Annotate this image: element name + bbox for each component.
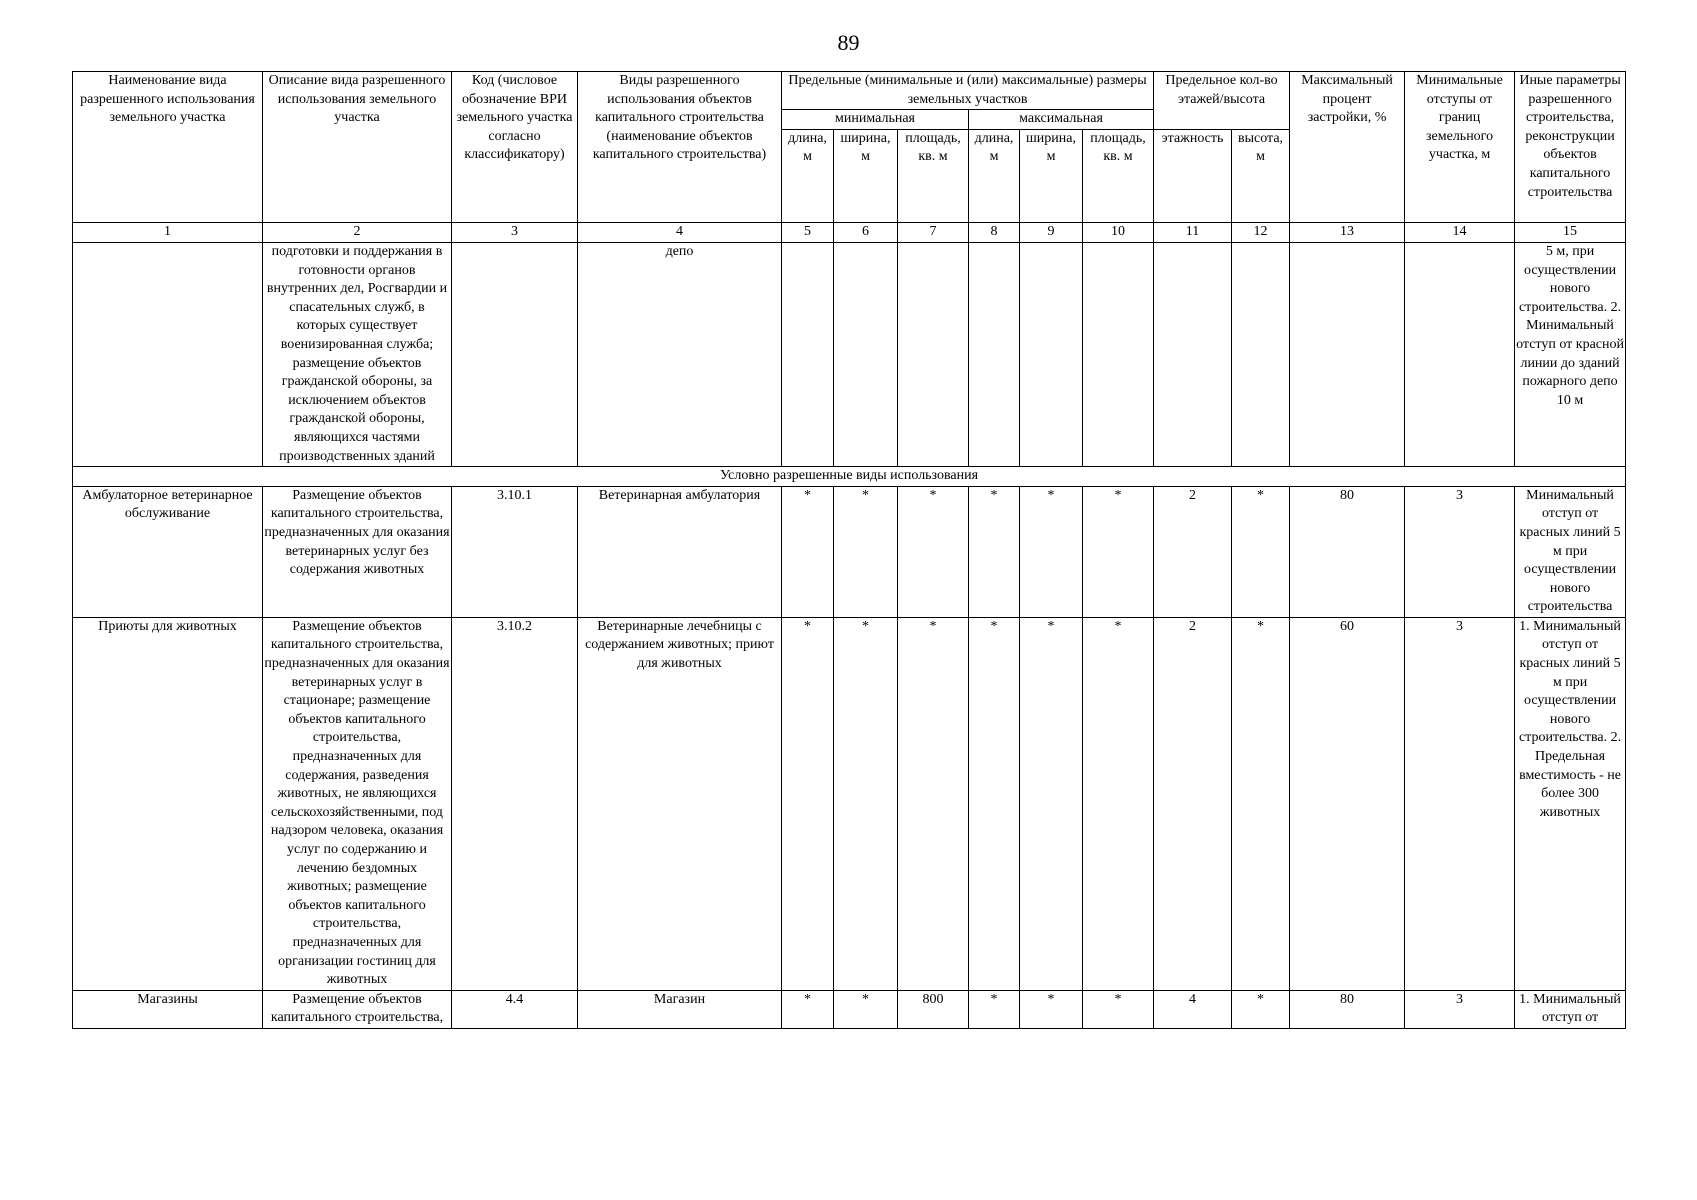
column-number: 12	[1232, 223, 1290, 243]
row-description: Размещение объектов капитального строительства, предназначенных для оказания ветеринарных услуг в стационаре; размещение объектов капитального строительства, предназначенных для содержания, разведения животных, не являющихся сельскохозяйственными, под надзором человека, оказания услуг по содержанию и лечению бездомных животных; размещение объектов капитального строительства, предназначенных для организации гостиниц для животных	[263, 617, 452, 990]
row-code: 3.10.1	[452, 486, 578, 617]
column-number: 4	[578, 223, 782, 243]
row-coverage	[1290, 243, 1405, 467]
row-min-area: 800	[898, 990, 969, 1028]
row-max-length: *	[969, 990, 1020, 1028]
row-min-area	[898, 243, 969, 467]
row-code: 4.4	[452, 990, 578, 1028]
row-height: *	[1232, 990, 1290, 1028]
column-number: 6	[834, 223, 898, 243]
row-min-width: *	[834, 617, 898, 990]
row-setback	[1405, 243, 1515, 467]
row-min-width	[834, 243, 898, 467]
column-number: 7	[898, 223, 969, 243]
column-number: 13	[1290, 223, 1405, 243]
column-number: 11	[1154, 223, 1232, 243]
row-other-params: 1. Минимальный отступ от красных линий 5 м при осуществлении нового строительства. 2. Предельная вместимость - не более 300 животных	[1515, 617, 1626, 990]
row-max-width: *	[1020, 990, 1083, 1028]
row-max-length: *	[969, 486, 1020, 617]
row-description: подготовки и поддержания в готовности органов внутренних дел, Росгвардии и спасательных служб, в которых существует военизированная служба; размещение объектов гражданской обороны, за исключением объектов гражданской обороны, являющихся частями производственных зданий	[263, 243, 452, 467]
header-sizes-group: Предельные (минимальные и (или) максимальные) размеры земельных участков	[782, 72, 1154, 110]
column-number-row	[73, 223, 1626, 243]
table-row	[73, 243, 1626, 467]
land-use-table	[72, 71, 1626, 1029]
row-other-params: Минимальный отступ от красных линий 5 м при осуществлении нового строительства	[1515, 486, 1626, 617]
row-height: *	[1232, 486, 1290, 617]
row-object-type: Магазин	[578, 990, 782, 1028]
row-max-length: *	[969, 617, 1020, 990]
row-max-area: *	[1083, 617, 1154, 990]
header-max-width: ширина, м	[1020, 129, 1083, 222]
header-floors: этажность	[1154, 129, 1232, 222]
row-other-params: 1. Минимальный отступ от	[1515, 990, 1626, 1028]
row-floors: 2	[1154, 617, 1232, 990]
row-max-width	[1020, 243, 1083, 467]
row-max-area	[1083, 243, 1154, 467]
header-min-group: минимальная	[782, 110, 969, 130]
row-height: *	[1232, 617, 1290, 990]
row-description: Размещение объектов капитального строительства,	[263, 990, 452, 1028]
row-name: Магазины	[73, 990, 263, 1028]
row-floors: 4	[1154, 990, 1232, 1028]
row-min-area: *	[898, 617, 969, 990]
row-min-length: *	[782, 990, 834, 1028]
column-number: 3	[452, 223, 578, 243]
column-number: 2	[263, 223, 452, 243]
row-name: Приюты для животных	[73, 617, 263, 990]
row-coverage: 80	[1290, 486, 1405, 617]
row-name	[73, 243, 263, 467]
row-min-width: *	[834, 486, 898, 617]
row-min-length	[782, 243, 834, 467]
row-max-area: *	[1083, 990, 1154, 1028]
row-setback: 3	[1405, 990, 1515, 1028]
column-number: 15	[1515, 223, 1626, 243]
column-number: 14	[1405, 223, 1515, 243]
section-title: Условно разрешенные виды использования	[73, 467, 1626, 487]
header-min-length: длина, м	[782, 129, 834, 222]
row-min-length: *	[782, 617, 834, 990]
column-number: 9	[1020, 223, 1083, 243]
header-row-1	[73, 72, 1626, 110]
header-height: высота, м	[1232, 129, 1290, 222]
row-max-width: *	[1020, 617, 1083, 990]
column-number: 8	[969, 223, 1020, 243]
column-number: 10	[1083, 223, 1154, 243]
row-setback: 3	[1405, 617, 1515, 990]
header-max-length: длина, м	[969, 129, 1020, 222]
row-max-area: *	[1083, 486, 1154, 617]
header-col4: Виды разрешенного использования объектов капитального строительства (наименование объектов капитального строительства)	[578, 72, 782, 223]
table-row	[73, 617, 1626, 990]
table-row	[73, 990, 1626, 1028]
row-name: Амбулаторное ветеринарное обслуживание	[73, 486, 263, 617]
header-floors-group: Предельное кол-во этажей/высота	[1154, 72, 1290, 130]
row-min-length: *	[782, 486, 834, 617]
header-col15: Иные параметры разрешенного строительства, реконструкции объектов капитального строительства	[1515, 72, 1626, 223]
header-min-width: ширина, м	[834, 129, 898, 222]
row-setback: 3	[1405, 486, 1515, 617]
row-object-type: депо	[578, 243, 782, 467]
row-floors: 2	[1154, 486, 1232, 617]
row-height	[1232, 243, 1290, 467]
header-min-area: площадь, кв. м	[898, 129, 969, 222]
header-col13: Максимальный процент застройки, %	[1290, 72, 1405, 223]
row-object-type: Ветеринарная амбулатория	[578, 486, 782, 617]
row-object-type: Ветеринарные лечебницы с содержанием животных; приют для животных	[578, 617, 782, 990]
header-col3: Код (числовое обозначение ВРИ земельного участка согласно классификатору)	[452, 72, 578, 223]
row-coverage: 60	[1290, 617, 1405, 990]
row-max-width: *	[1020, 486, 1083, 617]
row-max-length	[969, 243, 1020, 467]
column-number: 5	[782, 223, 834, 243]
page-number: 89	[837, 30, 860, 55]
row-min-area: *	[898, 486, 969, 617]
header-max-area: площадь, кв. м	[1083, 129, 1154, 222]
section-row	[73, 467, 1626, 487]
header-col1: Наименование вида разрешенного использования земельного участка	[73, 72, 263, 223]
row-coverage: 80	[1290, 990, 1405, 1028]
row-code	[452, 243, 578, 467]
row-description: Размещение объектов капитального строительства, предназначенных для оказания ветеринарных услуг без содержания животных	[263, 486, 452, 617]
table-row	[73, 486, 1626, 617]
header-col14: Минимальные отступы от границ земельного участка, м	[1405, 72, 1515, 223]
column-number: 1	[73, 223, 263, 243]
row-other-params: 5 м, при осуществлении нового строительства. 2. Минимальный отступ от красной линии до зданий пожарного депо 10 м	[1515, 243, 1626, 467]
row-code: 3.10.2	[452, 617, 578, 990]
row-min-width: *	[834, 990, 898, 1028]
row-floors	[1154, 243, 1232, 467]
header-col2: Описание вида разрешенного использования земельного участка	[263, 72, 452, 223]
header-max-group: максимальная	[969, 110, 1154, 130]
